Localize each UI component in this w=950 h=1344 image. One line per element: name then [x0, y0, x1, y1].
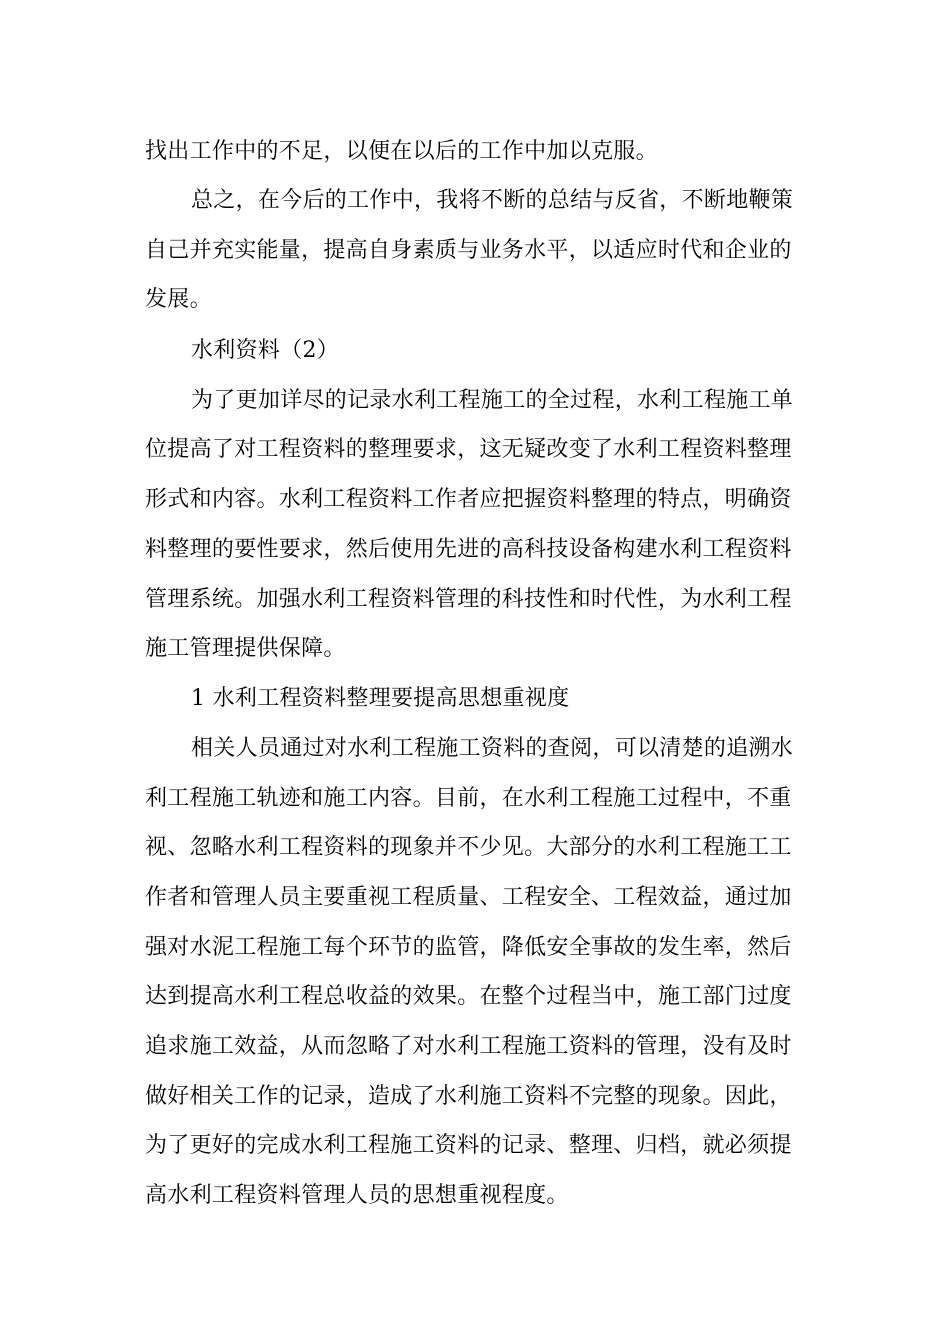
paragraph-line: 管理系统。加强水利工程资料管理的科技性和时代性，为水利工程	[145, 587, 792, 612]
paragraph-line: 相关人员通过对水利工程施工资料的查阅，可以清楚的追溯水	[191, 736, 794, 761]
paragraph-line: 发展。	[145, 287, 212, 312]
paragraph-line: 总之，在今后的工作中，我将不断的总结与反省，不断地鞭策	[191, 188, 794, 213]
paragraph-line: 达到提高水利工程总收益的效果。在整个过程当中，施工部门过度	[145, 984, 792, 1009]
paragraph-line: 找出工作中的不足，以便在以后的工作中加以克服。	[145, 139, 658, 164]
paragraph-line: 利工程施工轨迹和施工内容。目前，在水利工程施工过程中，不重	[145, 786, 792, 811]
paragraph-line: 视、忽略水利工程资料的现象并不少见。大部分的水利工程施工工	[145, 835, 792, 860]
paragraph-line: 施工管理提供保障。	[145, 636, 346, 661]
paragraph-line: 强对水泥工程施工每个环节的监管，降低安全事故的发生率，然后	[145, 935, 792, 960]
section-heading: 水利资料（2）	[191, 338, 340, 363]
paragraph-line: 高水利工程资料管理人员的思想重视程度。	[145, 1183, 569, 1208]
paragraph-line: 自己并充实能量，提高自身素质与业务水平，以适应时代和企业的	[145, 238, 792, 263]
paragraph-line: 作者和管理人员主要重视工程质量、工程安全、工程效益，通过加	[145, 885, 792, 910]
paragraph-line: 追求施工效益，从而忽略了对水利工程施工资料的管理，没有及时	[145, 1034, 792, 1059]
paragraph-line: 料整理的要性要求，然后使用先进的高科技设备构建水利工程资料	[145, 537, 792, 562]
paragraph-line: 为了更加详尽的记录水利工程施工的全过程，水利工程施工单	[191, 388, 794, 413]
paragraph-line: 做好相关工作的记录，造成了水利施工资料不完整的现象。因此，	[145, 1084, 792, 1109]
paragraph-line: 为了更好的完成水利工程施工资料的记录、整理、归档，就必须提	[145, 1133, 792, 1158]
paragraph-line: 位提高了对工程资料的整理要求，这无疑改变了水利工程资料整理	[145, 437, 792, 462]
paragraph-line: 形式和内容。水利工程资料工作者应把握资料整理的特点，明确资	[145, 487, 792, 512]
subsection-heading: 1 水利工程资料整理要提高思想重视度	[191, 686, 570, 711]
